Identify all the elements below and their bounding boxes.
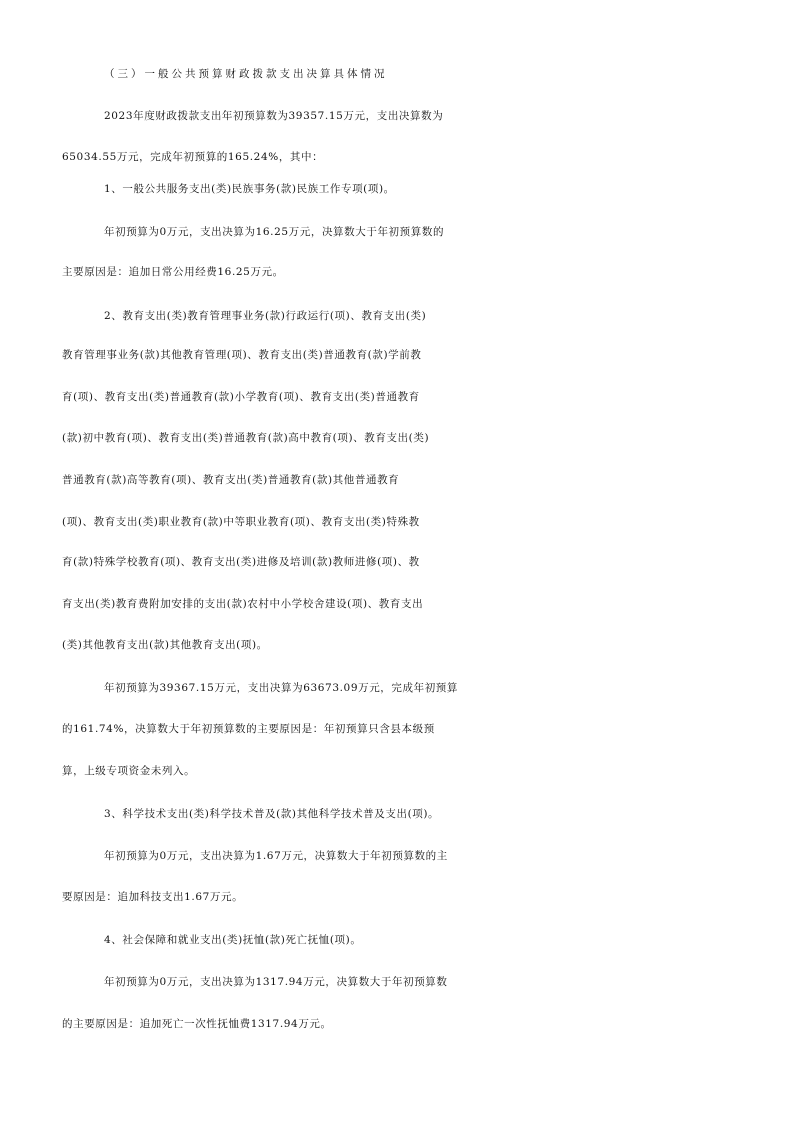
paragraph-line: 年初预算为0万元，支出决算为1317.94万元，决算数大于年初预算数	[104, 976, 448, 988]
paragraph-line: 1、一般公共服务支出(类)民族事务(款)民族工作专项(项)。	[104, 183, 395, 195]
paragraph-line: 的主要原因是：追加死亡一次性抚恤费1317.94万元。	[62, 1018, 332, 1030]
paragraph-line: 年初预算为0万元，支出决算为1.67万元，决算数大于年初预算数的主	[104, 850, 448, 862]
paragraph-line: 2023年度财政拨款支出年初预算数为39357.15万元，支出决算数为	[104, 110, 444, 122]
paragraph-line: 育(款)特殊学校教育(项)、教育支出(类)进修及培训(款)教师进修(项)、教	[62, 556, 420, 568]
paragraph-line: (类)其他教育支出(款)其他教育支出(项)。	[62, 639, 268, 651]
paragraph-line: 要原因是：追加科技支出1.67万元。	[62, 891, 244, 903]
paragraph-line: 年初预算为0万元，支出决算为16.25万元，决算数大于年初预算数的	[104, 226, 445, 238]
paragraph-line: (项)、教育支出(类)职业教育(款)中等职业教育(项)、教育支出(类)特殊教	[62, 516, 420, 528]
paragraph-line: 育(项)、教育支出(类)普通教育(款)小学教育(项)、教育支出(类)普通教育	[62, 391, 420, 403]
paragraph-line: 普通教育(款)高等教育(项)、教育支出(类)普通教育(款)其他普通教育	[62, 474, 400, 486]
paragraph-line: 2、教育支出(类)教育管理事业务(款)行政运行(项)、教育支出(类)	[104, 310, 427, 322]
section-heading: （三）一般公共预算财政拨款支出决算具体情况	[104, 68, 388, 80]
paragraph-line: 算，上级专项资金未列入。	[62, 765, 196, 777]
paragraph-line: 年初预算为39367.15万元，支出决算为63673.09万元，完成年初预算	[104, 682, 458, 694]
paragraph-line: 主要原因是：追加日常公用经费16.25万元。	[62, 266, 284, 278]
paragraph-line: (款)初中教育(项)、教育支出(类)普通教育(款)高中教育(项)、教育支出(类)	[62, 432, 430, 444]
paragraph-line: 的161.74%，决算数大于年初预算数的主要原因是：年初预算只含县本级预	[62, 723, 435, 735]
paragraph-line: 4、社会保障和就业支出(类)抚恤(款)死亡抚恤(项)。	[104, 934, 362, 946]
paragraph-line: 3、科学技术支出(类)科学技术普及(款)其他科学技术普及支出(项)。	[104, 808, 440, 820]
paragraph-line: 教育管理事业务(款)其他教育管理(项)、教育支出(类)普通教育(款)学前教	[62, 349, 422, 361]
paragraph-line: 65034.55万元，完成年初预算的165.24%，其中：	[62, 151, 324, 163]
paragraph-line: 育支出(类)教育费附加安排的支出(款)农村中小学校舍建设(项)、教育支出	[62, 598, 424, 610]
